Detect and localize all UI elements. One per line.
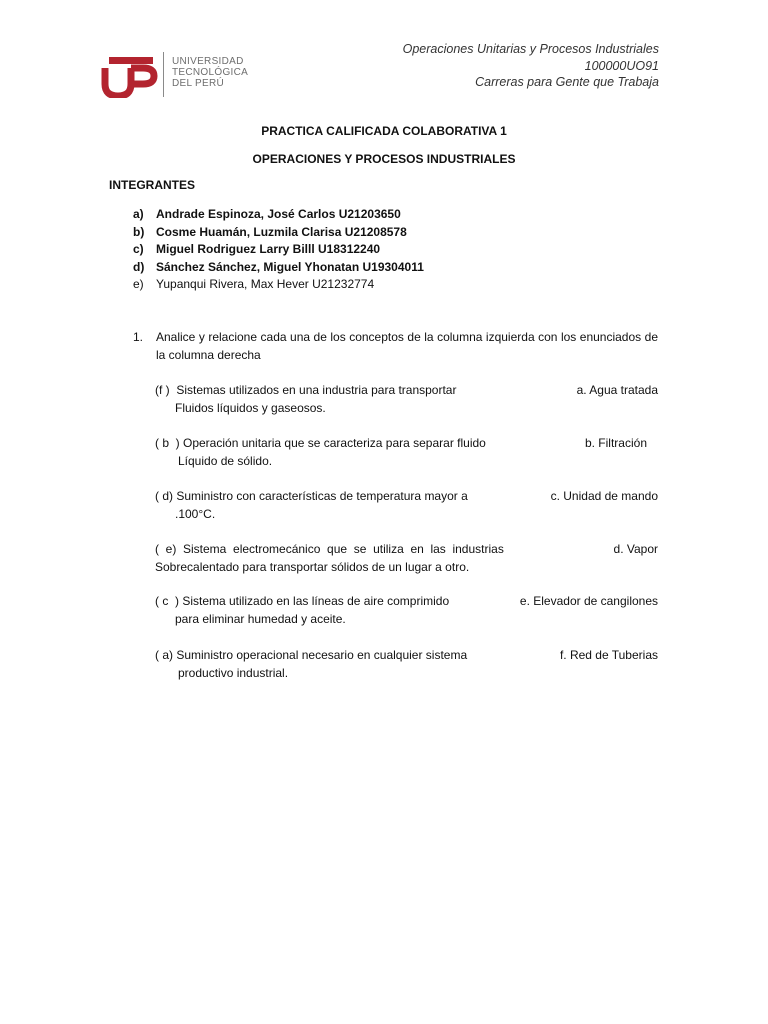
member-item [133, 241, 424, 259]
logo-divider [163, 52, 164, 97]
pair-answer: f. Red de Tuberias [559, 648, 658, 662]
member-name: Yupanqui Rivera, Max Hever U21232774 [156, 277, 375, 291]
matching-pair [155, 381, 658, 417]
matching-pair [155, 646, 658, 682]
question-number: 1. [133, 330, 144, 344]
document-title: PRACTICA CALIFICADA COLABORATIVA 1 [261, 124, 507, 138]
pair-line-1: ( d) Suministro con características de temperatura mayor a [155, 489, 468, 503]
matching-pair [155, 434, 658, 470]
pair-line-2: .100°C. [175, 507, 216, 521]
pair-line-2: productivo industrial. [178, 666, 289, 680]
member-name: Miguel Rodriguez Larry Billl U18312240 [156, 242, 381, 256]
member-item [133, 276, 424, 294]
header-right [403, 41, 659, 91]
member-letter: e) [133, 277, 144, 291]
course-code: 100000UO91 [584, 58, 659, 73]
member-name: Cosme Huamán, Luzmila Clarisa U21208578 [156, 224, 407, 239]
member-item [133, 259, 424, 277]
pair-line-1: ( a) Suministro operacional necesario en cualquier sistema [155, 648, 468, 662]
pair-line-2: Fluidos líquidos y gaseosos. [175, 401, 326, 415]
question-text: Analice y relacione cada una de los conceptos de la columna izquierda con los enunciados de la columna derecha [156, 330, 658, 362]
pair-answer: d. Vapor [613, 542, 658, 556]
pair-line-2: para eliminar humedad y aceite. [175, 612, 346, 626]
members-list [133, 206, 424, 294]
pair-answer: b. Filtración [584, 436, 647, 450]
utp-logo-mark [101, 54, 159, 98]
pair-answer: c. Unidad de mando [550, 489, 658, 503]
member-name: Andrade Espinoza, José Carlos U21203650 [156, 207, 401, 221]
pair-line-1: ( c ) Sistema utilizado en las líneas de aire comprimido [155, 594, 450, 608]
document-subtitle: OPERACIONES Y PROCESOS INDUSTRIALES [252, 152, 516, 166]
logo-line: DEL PERÚ [172, 78, 225, 89]
matching-pair [155, 540, 658, 576]
member-item [133, 224, 424, 242]
member-letter: d) [133, 259, 145, 274]
member-name: Sánchez Sánchez, Miguel Yhonatan U19304011 [156, 259, 424, 274]
pair-answer: a. Agua tratada [576, 383, 658, 397]
member-letter: c) [133, 242, 144, 256]
matching-pair [155, 487, 658, 523]
question-1 [133, 329, 658, 364]
member-letter: a) [133, 207, 144, 221]
pair-line-2: Sobrecalentado para transportar sólidos de un lugar a otro. [155, 560, 470, 574]
matching-pair [155, 592, 658, 628]
pair-line-2: Líquido de sólido. [178, 454, 273, 468]
members-heading: INTEGRANTES [109, 178, 196, 192]
member-item [133, 206, 424, 224]
pair-line-1: (f ) Sistemas utilizados en una industria para transportar [155, 383, 457, 397]
logo-line: UNIVERSIDAD [172, 56, 244, 67]
pair-line-1: ( b ) Operación unitaria que se caracteriza para separar fluido [155, 436, 486, 450]
tagline: Carreras para Gente que Trabaja [475, 75, 659, 89]
pair-line-1: ( e) Sistema electromecánico que se utiliza en las industrias [155, 542, 504, 556]
member-letter: b) [133, 224, 145, 239]
course-name: Operaciones Unitarias y Procesos Industriales [402, 42, 659, 56]
pair-answer: e. Elevador de cangilones [519, 594, 658, 608]
university-name [172, 56, 248, 89]
logo-line: TECNOLÓGICA [172, 67, 249, 78]
